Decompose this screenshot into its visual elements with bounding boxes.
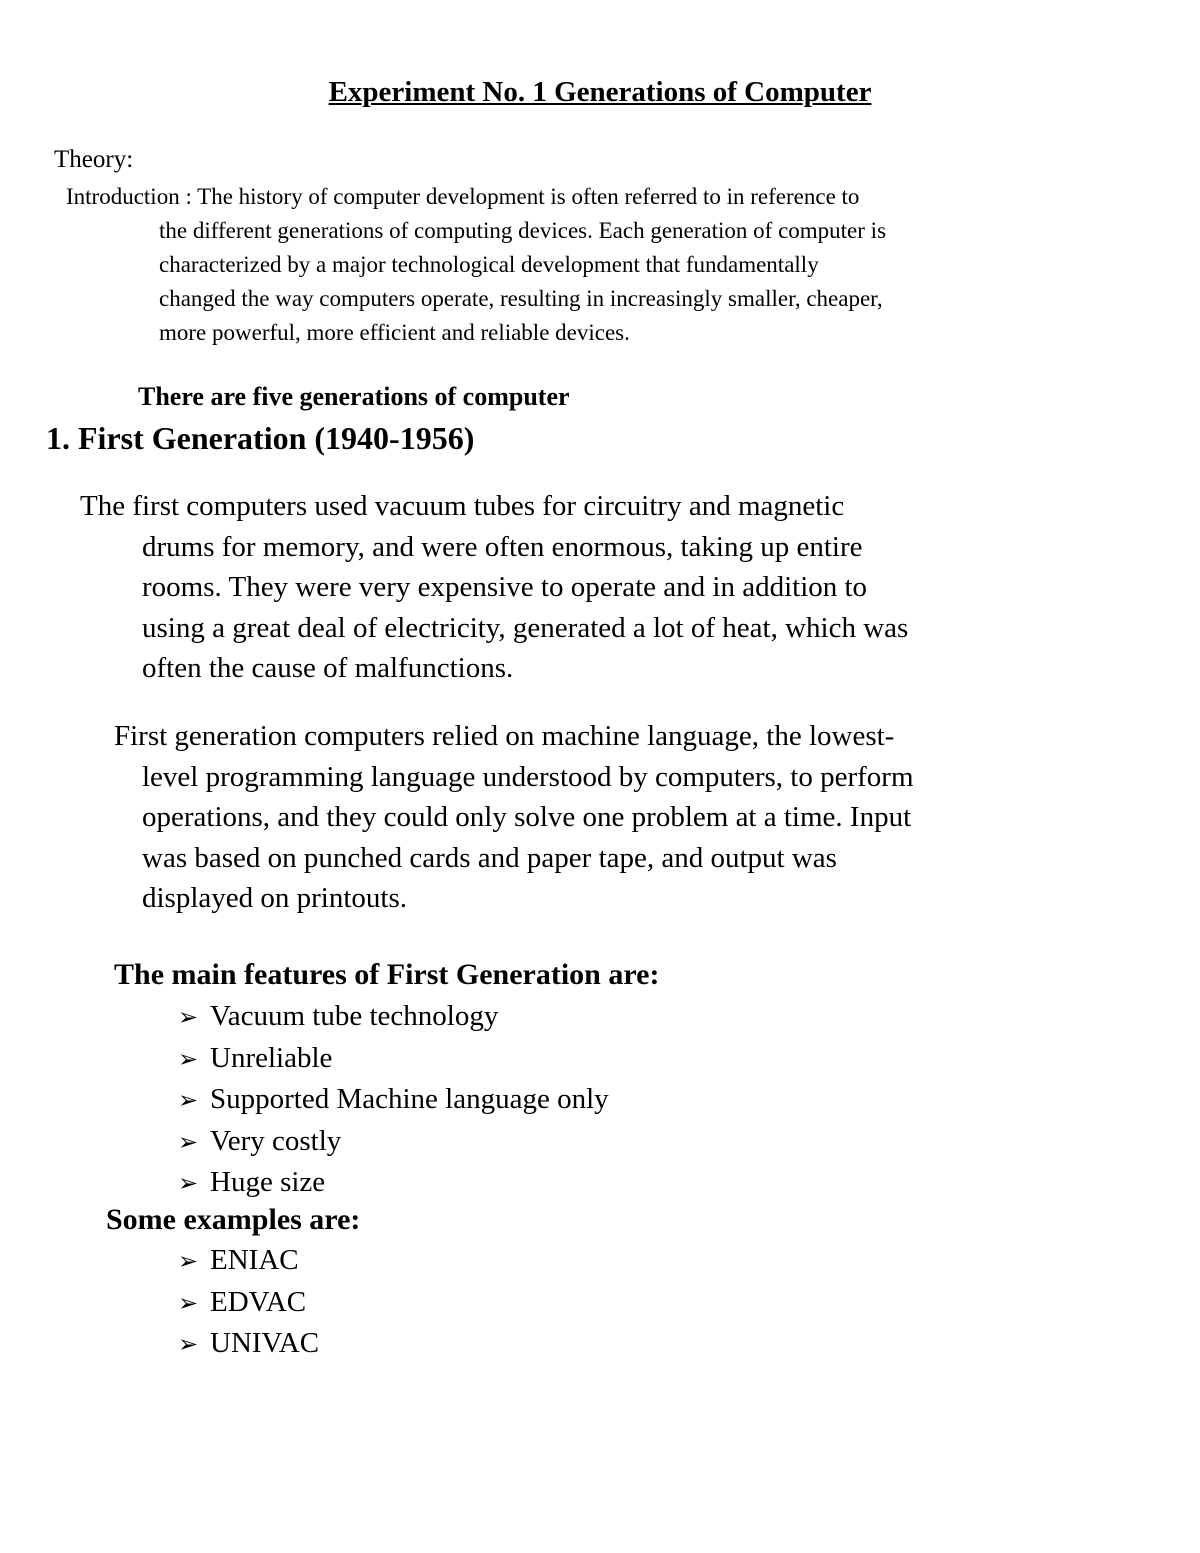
paragraph-line: displayed on printouts. xyxy=(142,882,408,914)
list-item xyxy=(178,1079,609,1121)
first-generation-paragraph-2 xyxy=(114,716,1174,919)
paragraph-line: drums for memory, and were often enormous, taking up entire xyxy=(142,530,863,563)
example-text: UNIVAC xyxy=(210,1327,320,1359)
first-generation-paragraph-1 xyxy=(80,486,1140,689)
list-item xyxy=(178,1162,609,1204)
intro-line: Introduction : The history of computer development is often referred to in reference to xyxy=(66,184,860,209)
feature-text: Huge size xyxy=(210,1166,326,1198)
arrow-bullet-icon: ➢ xyxy=(178,1086,199,1114)
arrow-bullet-icon: ➢ xyxy=(178,1247,199,1275)
intro-line: more powerful, more efficient and reliable devices. xyxy=(159,320,630,345)
paragraph-line: level programming language understood by computers, to perform xyxy=(142,760,914,793)
examples-list xyxy=(178,1240,319,1365)
examples-heading: Some examples are: xyxy=(106,1203,361,1236)
list-item xyxy=(178,1282,319,1324)
theory-label: Theory: xyxy=(54,146,134,173)
paragraph-line: operations, and they could only solve one problem at a time. Input xyxy=(142,801,912,833)
document-title: Experiment No. 1 Generations of Computer xyxy=(328,76,872,108)
feature-text: Supported Machine language only xyxy=(210,1083,609,1115)
paragraph-line: often the cause of malfunctions. xyxy=(142,652,514,684)
five-generations-heading: There are five generations of computer xyxy=(138,382,570,411)
feature-text: Unreliable xyxy=(210,1041,333,1074)
paragraph-line: rooms. They were very expensive to operate and in addition to xyxy=(142,571,868,603)
paragraph-line: The first computers used vacuum tubes for circuitry and magnetic xyxy=(80,490,845,522)
arrow-bullet-icon: ➢ xyxy=(178,1003,199,1031)
arrow-bullet-icon: ➢ xyxy=(178,1288,199,1317)
intro-line: changed the way computers operate, resulting in increasingly smaller, cheaper, xyxy=(159,286,883,311)
example-text: EDVAC xyxy=(210,1285,307,1318)
intro-line: characterized by a major technological development that fundamentally xyxy=(159,252,819,277)
list-item xyxy=(178,1323,319,1365)
feature-text: Very costly xyxy=(210,1124,342,1157)
paragraph-line: First generation computers relied on machine language, the lowest- xyxy=(114,720,895,752)
first-generation-heading: 1. First Generation (1940-1956) xyxy=(46,420,475,456)
list-item xyxy=(178,1240,319,1282)
list-item xyxy=(178,1121,609,1163)
intro-line: the different generations of computing devices. Each generation of computer is xyxy=(159,218,887,243)
arrow-bullet-icon: ➢ xyxy=(178,1044,199,1073)
introduction-paragraph xyxy=(66,180,1126,350)
paragraph-line: using a great deal of electricity, generated a lot of heat, which was xyxy=(142,611,909,644)
arrow-bullet-icon: ➢ xyxy=(178,1169,199,1197)
list-item xyxy=(178,996,609,1038)
example-text: ENIAC xyxy=(210,1244,299,1276)
arrow-bullet-icon: ➢ xyxy=(178,1127,199,1156)
list-item xyxy=(178,1038,609,1080)
features-heading: The main features of First Generation are: xyxy=(114,958,660,991)
feature-text: Vacuum tube technology xyxy=(210,1000,499,1032)
arrow-bullet-icon: ➢ xyxy=(178,1330,199,1358)
features-list xyxy=(178,996,609,1204)
paragraph-line: was based on punched cards and paper tape, and output was xyxy=(142,841,837,874)
